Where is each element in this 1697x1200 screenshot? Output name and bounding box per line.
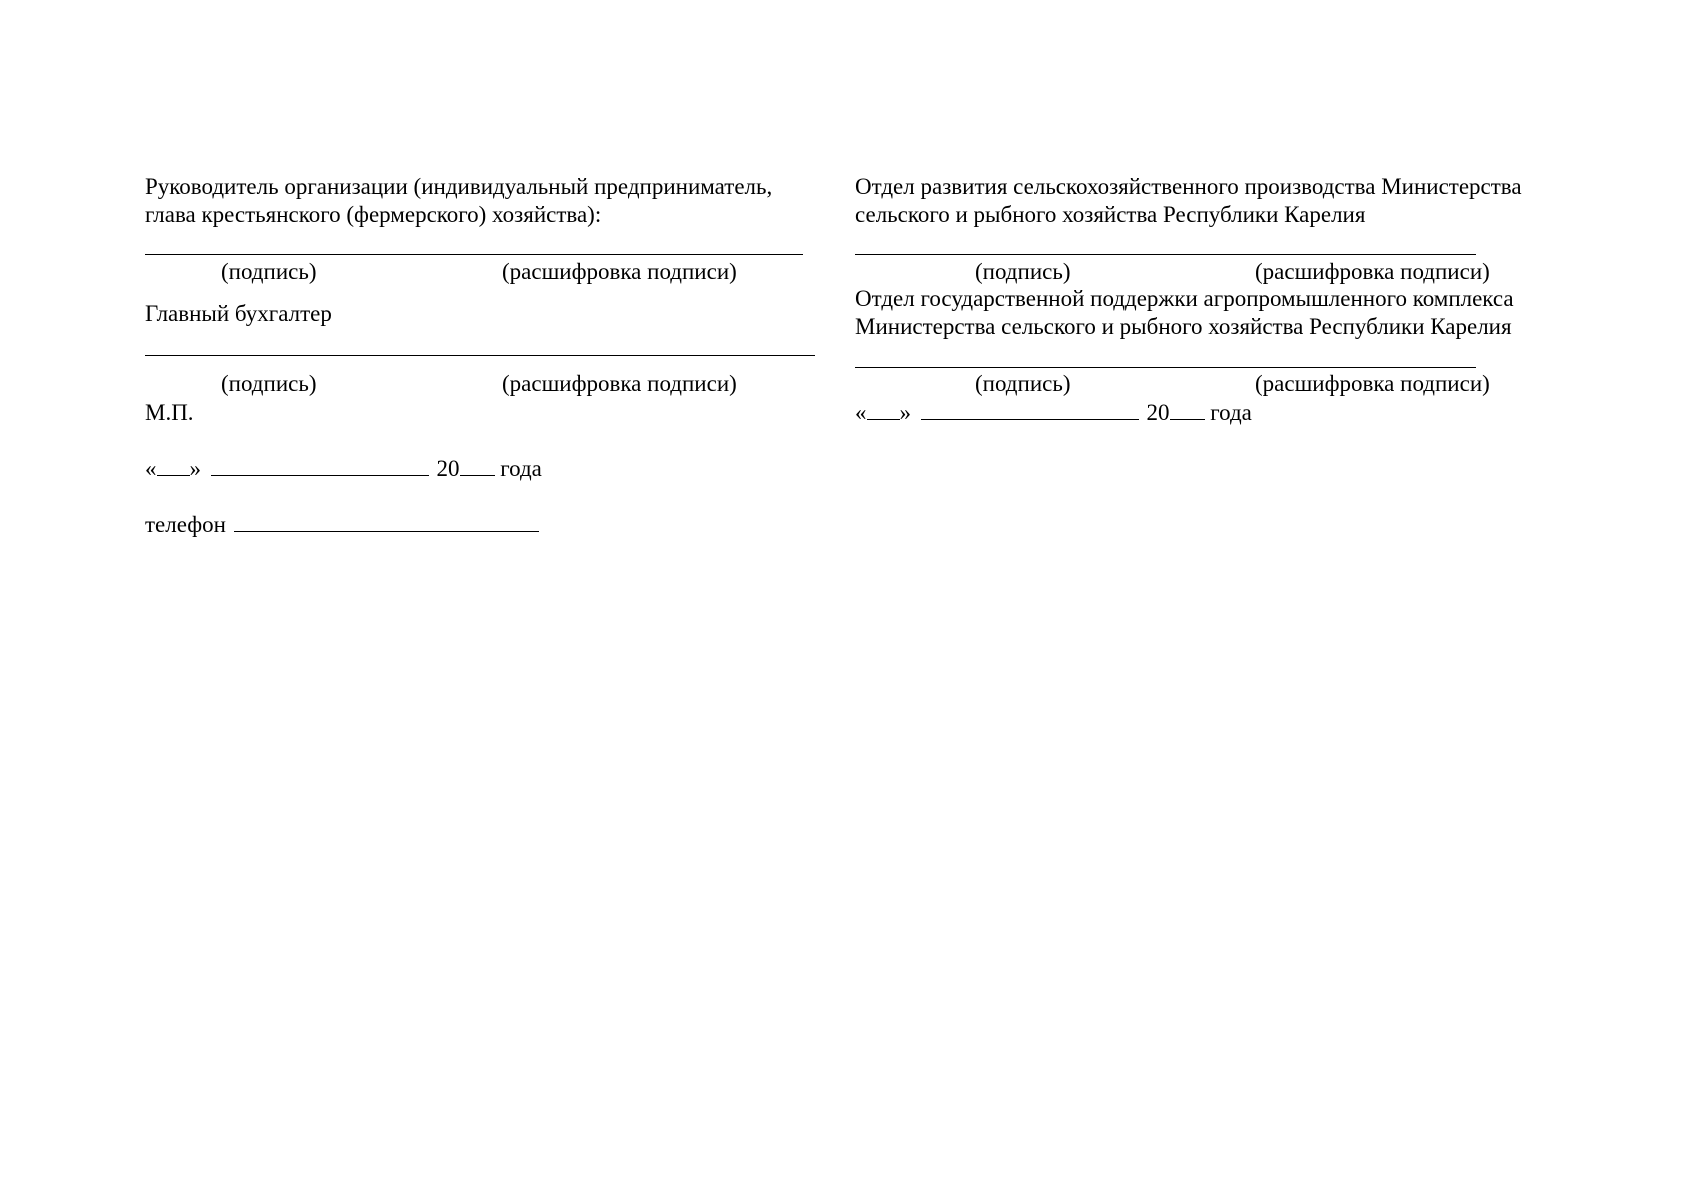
- phone-label: телефон: [145, 512, 226, 537]
- accountant-signature-caption: (подпись): [221, 371, 317, 396]
- date-month-blank[interactable]: [211, 455, 429, 476]
- phone-line: [145, 511, 539, 538]
- dept2-signature-decode-caption: (расшифровка подписи): [1255, 371, 1490, 396]
- date-year-blank[interactable]: [1170, 399, 1205, 420]
- right-date-line: [855, 399, 1252, 426]
- chief-accountant-label: Главный бухгалтер: [145, 301, 332, 326]
- dept2-title-line-2: Министерства сельского и рыбного хозяйства Республики Карелия: [855, 314, 1512, 339]
- accountant-signature-decode-caption: (расшифровка подписи): [502, 371, 737, 396]
- dept2-signature-line: [855, 367, 1476, 368]
- dept1-signature-caption: (подпись): [975, 259, 1071, 284]
- left-date-line: [145, 455, 542, 482]
- date-open-quote: «: [145, 456, 157, 481]
- date-year-blank[interactable]: [460, 455, 495, 476]
- phone-blank[interactable]: [234, 511, 539, 532]
- head-title-line-1: Руководитель организации (индивидуальный предприниматель,: [145, 174, 773, 199]
- dept2-title-line-1: Отдел государственной поддержки агропромышленного комплекса: [855, 286, 1514, 311]
- dept1-title-line-1: Отдел развития сельскохозяйственного производства Министерства: [855, 174, 1522, 199]
- dept2-signature-caption: (подпись): [975, 371, 1071, 396]
- date-open-quote: «: [855, 400, 867, 425]
- stamp-label: М.П.: [145, 400, 194, 425]
- date-year-suffix: года: [1210, 400, 1252, 425]
- date-month-blank[interactable]: [921, 399, 1139, 420]
- date-year-prefix: 20: [1146, 400, 1170, 425]
- dept1-title-line-2: сельского и рыбного хозяйства Республики Карелия: [855, 202, 1366, 227]
- head-signature-caption: (подпись): [221, 259, 317, 284]
- date-year-prefix: 20: [436, 456, 460, 481]
- head-signature-decode-caption: (расшифровка подписи): [502, 259, 737, 284]
- date-close-quote: »: [899, 400, 911, 425]
- date-day-blank[interactable]: [157, 455, 190, 476]
- head-title-line-2: глава крестьянского (фермерского) хозяйства):: [145, 202, 602, 227]
- dept1-signature-decode-caption: (расшифровка подписи): [1255, 259, 1490, 284]
- dept1-signature-line: [855, 254, 1476, 255]
- date-day-blank[interactable]: [867, 399, 900, 420]
- date-year-suffix: года: [500, 456, 542, 481]
- head-signature-line: [145, 254, 803, 255]
- date-close-quote: »: [189, 456, 201, 481]
- accountant-signature-line: [145, 355, 815, 356]
